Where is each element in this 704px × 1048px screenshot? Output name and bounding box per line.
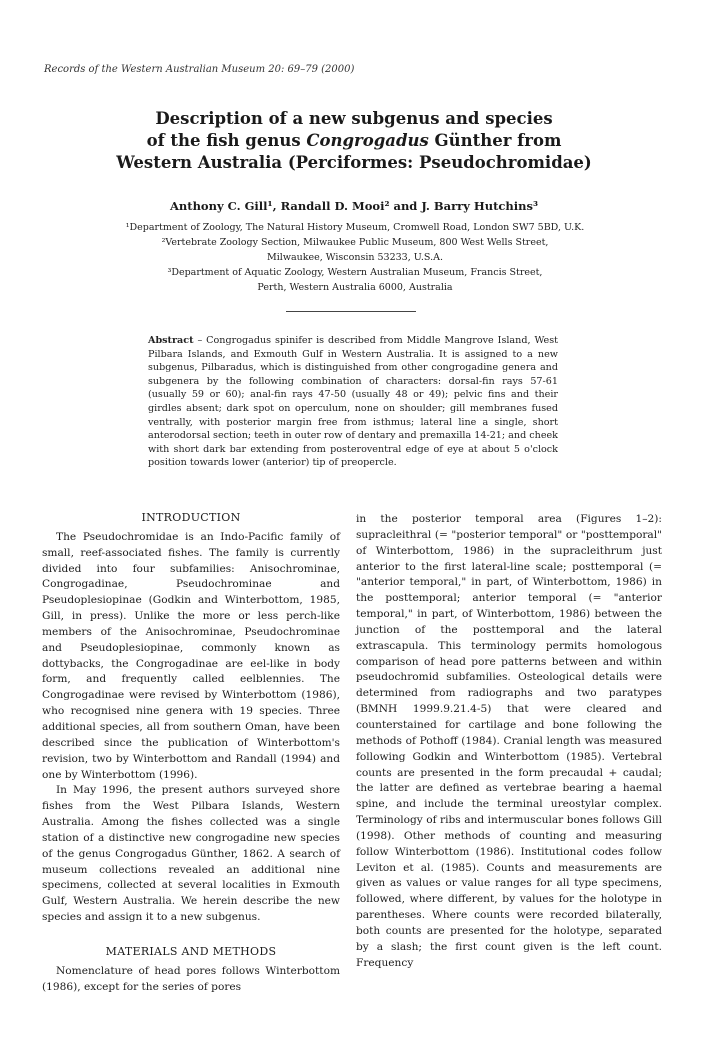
author-list: Anthony C. Gill¹, Randall D. Mooi² and J. Barry Hutchins³ xyxy=(169,199,539,213)
abstract-block xyxy=(148,334,558,470)
title-line-2-post: Günther from xyxy=(428,131,562,150)
affiliation-line: ²Vertebrate Zoology Section, Milwaukee Public Museum, 800 West Wells Street, xyxy=(161,237,549,248)
introduction-paragraph: In May 1996, the present authors surveyed shore fishes from the West Pilbara Islands, Western Australia. Among the fishes collected was a single station of a distinctive new congrogadine new species of the genus Congrogadus Günther, 1862. A search of museum collections revealed an additional nine specimens, collected at several localities in Exmouth Gulf, Western Australia. We herein describe the new species and assign it to a new subgenus. xyxy=(42,784,340,924)
introduction-paragraph: The Pseudochromidae is an Indo-Pacific family of small, reef-associated fishes. The family is currently divided into four subfamilies: Anisochrominae, Congrogadinae, Pseudochrominae and Pseudoplesiopinae (Godkin and Winterbottom, 1985, Gill, in press). Unlike the more or less perch-like members of the Anisochrominae, Pseudochrominae and Pseudoplesiopinae, commonly known as dottybacks, the Congrogadinae are eel-like in body form, and frequently called eelblennies. The Congrogadinae were revised by Winterbottom (1986), who recognised nine genera with 19 species. Three additional species, all from southern Oman, have been described since the publication of Winterbottom's revision, two by Winterbottom and Randall (1994) and one by Winterbottom (1996). xyxy=(42,530,340,781)
right-column xyxy=(356,512,662,971)
methods-paragraph: Nomenclature of head pores follows Winterbottom (1986), except for the series of pores xyxy=(42,964,340,993)
section-gap xyxy=(42,926,340,944)
title-genus: Congrogadus xyxy=(306,131,429,150)
affiliation-divider xyxy=(286,311,416,312)
methods-heading: MATERIALS AND METHODS xyxy=(105,944,277,958)
running-head: Records of the Western Australian Museum 20: 69–79 (2000) xyxy=(44,64,355,75)
title-line-1: Description of a new subgenus and species xyxy=(155,109,553,128)
left-column xyxy=(42,510,340,995)
affiliation-line: Milwaukee, Wisconsin 53233, U.S.A. xyxy=(267,252,443,263)
affiliation-line: ¹Department of Zoology, The Natural History Museum, Cromwell Road, London SW7 5BD, U.K. xyxy=(125,222,585,233)
paper-title xyxy=(90,108,618,174)
affiliations xyxy=(110,220,600,295)
introduction-heading: INTRODUCTION xyxy=(141,511,241,524)
title-line-2 xyxy=(90,130,618,152)
methods-continuation-paragraph: in the posterior temporal area (Figures 1–2): supracleithral (= "posterior temporal" or "posttemporal" of Winterbottom, 1986) in the supracleithrum just anterior to the first lateral-line scale; posttemporal (= "anterior temporal," in part, of Winterbottom, 1986) in the posttemporal; anterior temporal (= "anterior temporal," in part, of Winterbottom, 1986) between the junction of the posttemporal and the lateral extrascapula. This terminology permits homologous comparison of head pore patterns between and within pseudochromid subfamilies. Osteological details were determined from radiographs and two paratypes (BMNH 1999.9.21.4-5) that were cleared and counterstained for cartilage and bone following the methods of Pothoff (1984). Cranial length was measured following Godkin and Winterbottom (1985). Vertebral counts are presented in the form precaudal + caudal; the latter are defined as vertebrae bearing a haemal spine, and include the terminal ureostylar complex. Terminology of ribs and intermuscular bones follows Gill (1998). Other methods of counting and measuring follow Winterbottom (1986). Institutional codes follow Leviton et al. (1985). Counts and measurements are given as values or value ranges for all type specimens, followed, where different, by values for the holotype in parentheses. Where counts were recorded bilaterally, both counts are presented for the holotype, separated by a slash; the first count given is the left count. Frequency xyxy=(356,513,662,969)
affiliation-line: ³Department of Aquatic Zoology, Western Australian Museum, Francis Street, xyxy=(167,267,543,278)
abstract-text: – Congrogadus spinifer is described from Middle Mangrove Island, West Pilbara Islands, and Exmouth Gulf in Western Australia. It is assigned to a new subgenus, Pilbaradus, which is distinguished from other congrogadine genera and subgenera by the following combination of characters: dorsal-fin rays 57-61 (usually 59 or 60); anal-fin rays 47-50 (usually 48 or 49); pelvic fins and their girdles absent; dark spot on operculum, none on shoulder; gill membranes fused ventrally, with posterior margin free from isthmus; lateral line a single, short anterodorsal section; teeth in outer row of dentary and premaxilla 14-21; and cheek with short dark bar extending from posteroventral edge of eye at about 5 o'clock position towards lower (anterior) tip of preopercle. xyxy=(148,335,558,469)
title-line-3: Western Australia (Perciformes: Pseudochromidae) xyxy=(116,153,592,172)
abstract-label: Abstract xyxy=(148,335,194,346)
title-line-2-pre: of the fish genus xyxy=(146,131,307,150)
affiliation-line: Perth, Western Australia 6000, Australia xyxy=(257,282,453,293)
